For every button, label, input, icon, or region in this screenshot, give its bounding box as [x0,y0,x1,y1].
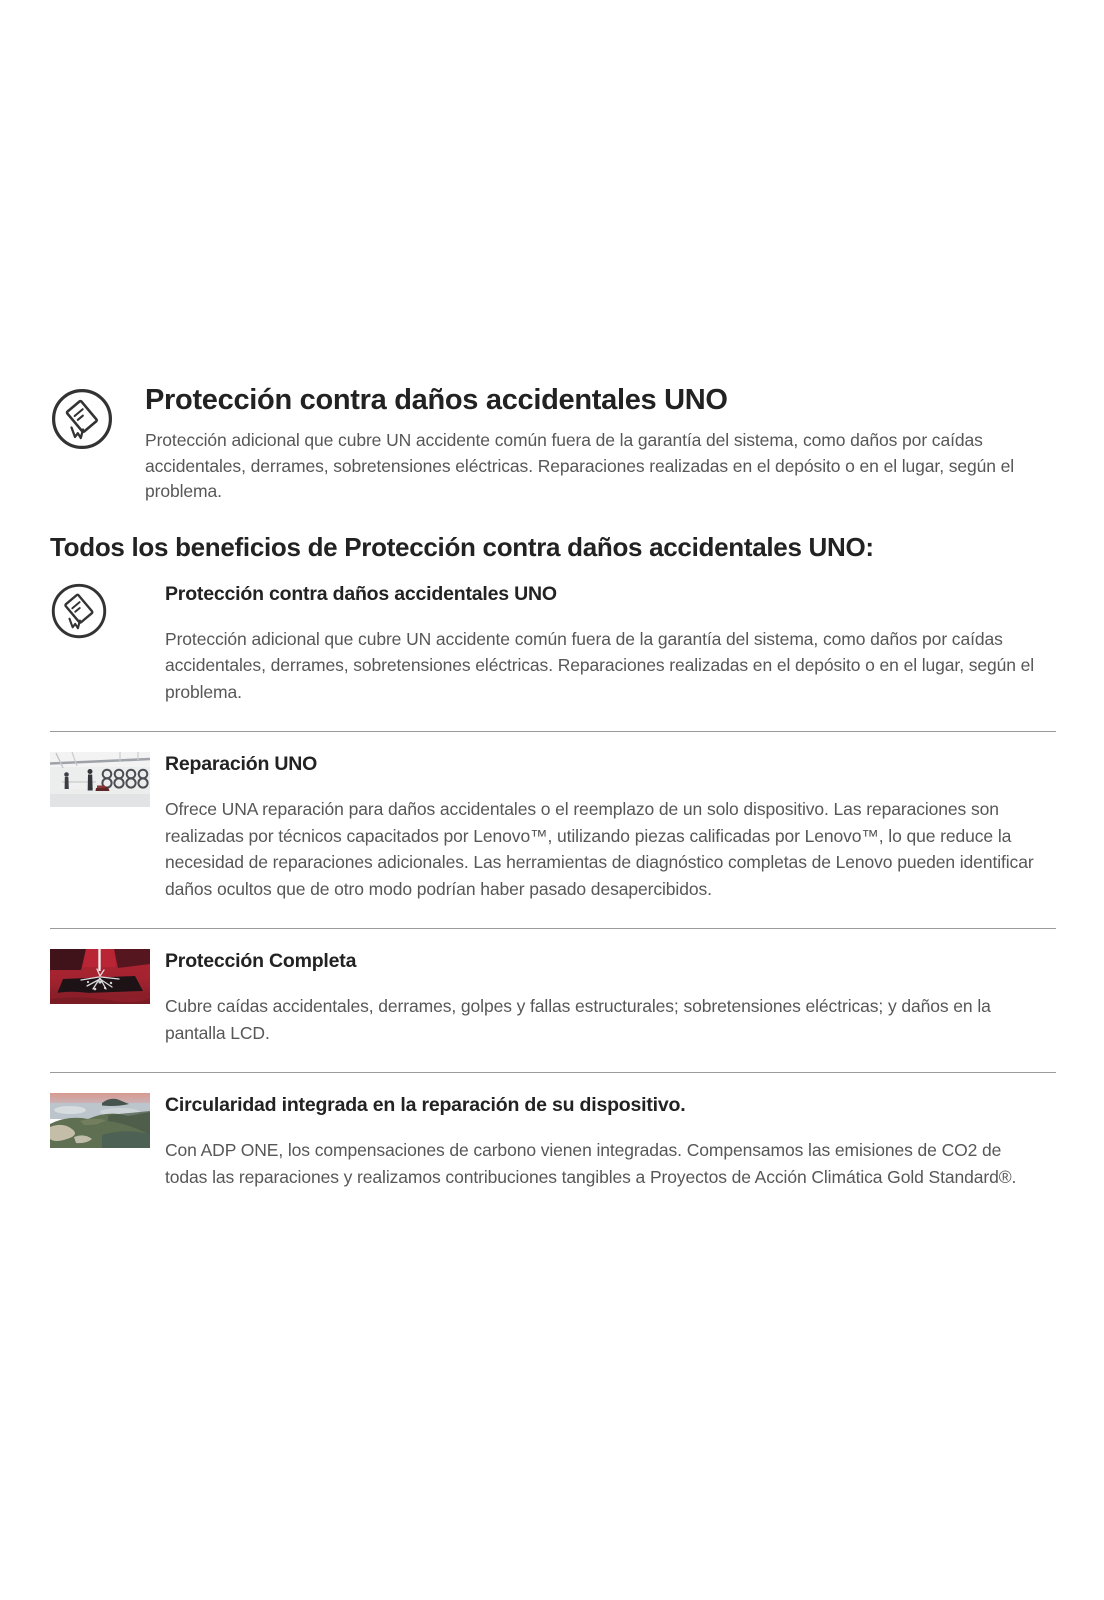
content-column [50,384,1056,1216]
benefit-description: Ofrece UNA reparación para daños accidentales o el reemplazo de un solo dispositivo. Las reparaciones son realizadas por técnicos capacitados por Lenovo™, utilizando piezas calificadas por Lenovo™, lo que reduce la necesidad de reparaciones adicionales. Las herramientas de diagnóstico completas de Lenovo pueden identificar daños ocultos que de otro modo podrían haber pasado desapercibidos. [165,799,1034,899]
benefit-media [50,1091,165,1190]
repair-center-photo [50,752,150,807]
hero-description: Protección adicional que cubre UN accidente común fuera de la garantía del sistema, como daños por caídas accidentales, derrames, sobretensiones eléctricas. Reparaciones realizadas en el depósito o en el lugar, según el problema. [145,430,1015,501]
benefit-row-reparacion-uno [50,732,1056,928]
benefits-heading: Todos los beneficios de Protección contra daños accidentales UNO: [50,531,874,562]
page-title: Protección contra daños accidentales UNO [145,384,728,416]
benefit-title: Circularidad integrada en la reparación de su dispositivo. [165,1094,686,1116]
benefit-description: Protección adicional que cubre UN accidente común fuera de la garantía del sistema, como daños por caídas accidentales, derrames, sobretensiones eléctricas. Reparaciones realizadas en el depósito o en el lugar, según el problema. [165,628,1035,702]
benefit-body [165,580,1037,706]
hero-body [145,384,1017,505]
benefit-row-adp-uno [50,563,1056,732]
benefit-title: Protección Completa [165,950,357,972]
benefit-title: Protección contra daños accidentales UNO [165,582,557,605]
benefit-media [50,580,165,706]
warranty-certificate-icon [50,582,108,640]
benefit-description: Con ADP ONE, los compensaciones de carbono vienen integradas. Compensamos las emisiones de CO2 de todas las reparaciones y realizamos contribuciones tangibles a Proyectos de Acción Climática Gold Standard®. [165,1140,1017,1187]
benefit-media [50,750,165,902]
laptop-liquid-spill-photo [50,949,150,1004]
hero-section [50,384,1056,505]
aerial-landscape-photo [50,1093,150,1148]
hero-media [50,384,145,505]
benefit-description: Cubre caídas accidentales, derrames, golpes y fallas estructurales; sobretensiones eléctricas; y daños en la pantalla LCD. [165,996,991,1043]
benefit-media [50,947,165,1046]
benefit-title: Reparación UNO [165,753,318,775]
benefit-body [165,750,1037,902]
warranty-certificate-icon [50,387,114,451]
benefit-row-circularidad [50,1073,1056,1216]
benefit-row-proteccion-completa [50,929,1056,1072]
benefit-body [165,1091,1037,1190]
benefit-body [165,947,1037,1046]
